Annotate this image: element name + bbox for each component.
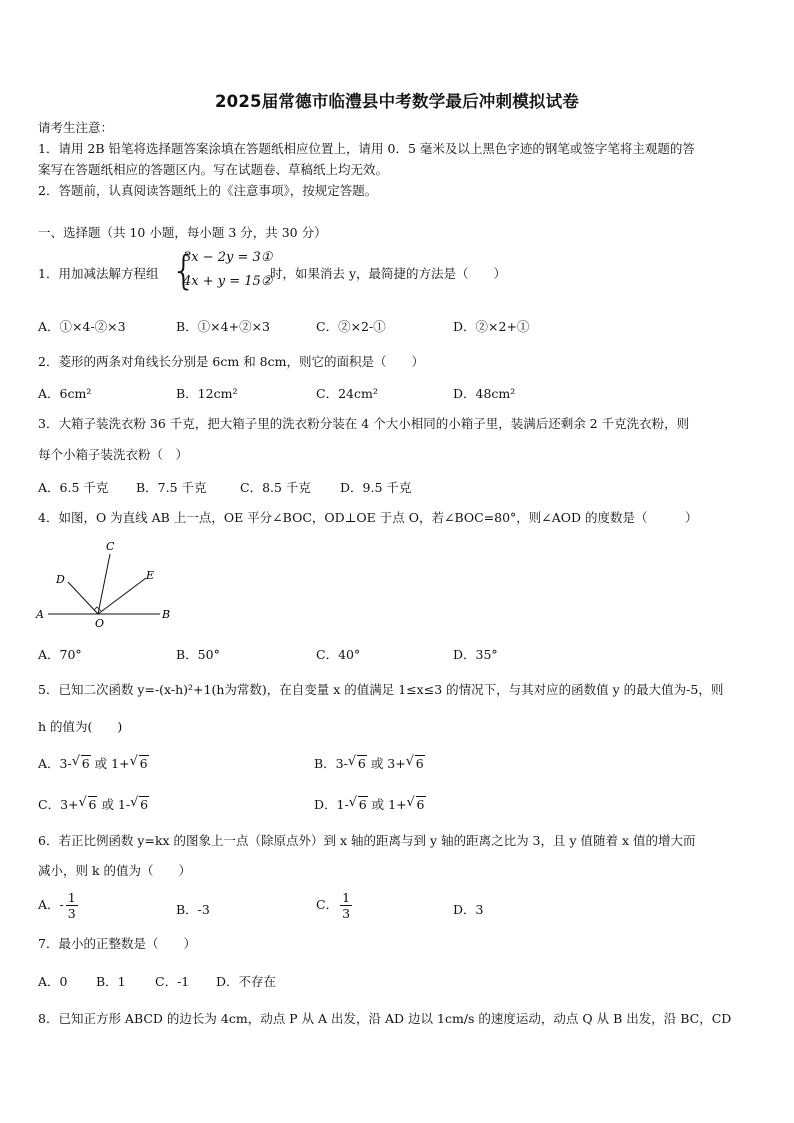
q5-choice-a[interactable]: A．3-√ 6 或 1+√ 6 xyxy=(38,754,149,772)
sqrt-symbol: √ 6 xyxy=(139,755,149,771)
angle-figure xyxy=(34,538,184,630)
section-heading: 一、选择题（共 10 小题，每小题 3 分，共 30 分） xyxy=(38,225,327,240)
q6-stem-line-1: 6．若正比例函数 y=kx 的图象上一点（除原点外）到 x 轴的距离与到 y 轴的距离之比为 3，且 y 值随着 x 值的增大而 xyxy=(38,833,696,848)
notice-heading: 请考生注意： xyxy=(38,120,114,135)
q1-choice-c[interactable]: C．②×2-① xyxy=(316,319,386,334)
q6-choice-c[interactable]: C． $\frac{1}{3}$ xyxy=(316,890,351,921)
q3-choice-c[interactable]: C．8.5 千克 xyxy=(240,480,311,495)
q5-choices-row-1 xyxy=(38,754,756,772)
sqrt-symbol: √ 6 xyxy=(416,796,426,812)
q6-choices xyxy=(38,890,756,930)
q1-choice-b[interactable]: B．①×4+②×3 xyxy=(176,319,271,334)
q2-choice-d[interactable]: D．48cm² xyxy=(453,386,516,401)
q1-choices xyxy=(38,317,756,335)
q1-equation-2: 4x + y = 15② xyxy=(183,274,273,289)
question-1 xyxy=(38,248,758,296)
q3-stem-line-2: 每个小箱子装洗衣粉（ ） xyxy=(38,447,189,462)
q7-choice-b[interactable]: B．1 xyxy=(96,974,126,989)
q6-stem-line-2: 减小，则 k 的值为（ ） xyxy=(38,863,192,878)
label-a: A xyxy=(36,608,44,621)
sqrt-symbol: √ 6 xyxy=(139,796,149,812)
q5-stem-line-2: h 的值为( ) xyxy=(38,719,123,734)
brace-symbol: { xyxy=(171,248,197,294)
ray-oe xyxy=(98,578,146,614)
q3-choice-b[interactable]: B．7.5 千克 xyxy=(136,480,207,495)
q2-choice-b[interactable]: B．12cm² xyxy=(176,386,238,401)
notice-item-1-line-1: 1．请用 2B 铅笔将选择题答案涂填在答题纸相应位置上，请用 0．5 毫米及以上黑色字迹的钢笔或签字笔将主观题的答 xyxy=(38,141,695,156)
q6-choice-a[interactable]: A．- $\frac{1}{3}$ xyxy=(38,890,76,921)
q4-choices xyxy=(38,645,756,663)
label-b: B xyxy=(162,608,171,621)
q3-choices xyxy=(38,478,756,496)
q5-choice-c[interactable]: C．3+√ 6 或 1-√ 6 xyxy=(38,795,149,813)
q3-choice-a[interactable]: A．6.5 千克 xyxy=(38,480,109,495)
sqrt-symbol: √ 6 xyxy=(415,755,425,771)
notice-item-1-line-2: 案写在答题纸相应的答题区内。写在试题卷、草稿纸上均无效。 xyxy=(38,162,389,177)
sqrt-symbol: √ 6 xyxy=(357,755,367,771)
q5-stem-line-1: 5．已知二次函数 y=-(x-h)²+1(h为常数)，在自变量 x 的值满足 1≤x≤3 的情况下，与其对应的函数值 y 的最大值为-5，则 xyxy=(38,682,724,697)
ray-oc xyxy=(98,554,110,614)
q4-choice-c[interactable]: C．40° xyxy=(316,647,361,662)
label-e: E xyxy=(146,569,155,582)
label-c: C xyxy=(106,540,115,553)
q5-choice-d[interactable]: D．1-√ 6 或 1+√ 6 xyxy=(314,795,426,813)
page-title: 2025届常德市临澧县中考数学最后冲刺模拟试卷 xyxy=(214,92,580,111)
q4-choice-d[interactable]: D．35° xyxy=(453,647,498,662)
q1-choice-a[interactable]: A．①×4-②×3 xyxy=(38,319,126,334)
q3-choice-d[interactable]: D．9.5 千克 xyxy=(340,480,412,495)
q2-choice-a[interactable]: A．6cm² xyxy=(38,386,92,401)
q6-choice-d[interactable]: D．3 xyxy=(453,902,484,917)
q5-choices-row-2 xyxy=(38,795,756,813)
q1-stem-pre: 1．用加减法解方程组 xyxy=(38,266,159,281)
q2-choice-c[interactable]: C．24cm² xyxy=(316,386,378,401)
sqrt-symbol: √ 6 xyxy=(88,796,98,812)
q8-stem-line-1: 8．已知正方形 ABCD 的边长为 4cm，动点 P 从 A 出发，沿 AD 边以 1cm/s 的速度运动，动点 Q 从 B 出发，沿 BC，CD xyxy=(38,1011,732,1026)
q1-stem-post: 时，如果消去 y，最简捷的方法是（ ） xyxy=(270,266,507,281)
sqrt-symbol: √ 6 xyxy=(358,796,368,812)
fraction: $\frac{1}{3}$ xyxy=(342,890,351,921)
q4-stem: 4．如图，O 为直线 AB 上一点，OE 平分∠BOC，OD⊥OE 于点 O，若∠BOC=80°，则∠AOD 的度数是（ ） xyxy=(38,510,698,525)
q3-stem-line-1: 3．大箱子装洗衣粉 36 千克，把大箱子里的洗衣粉分装在 4 个大小相同的小箱子里，装满后还剩余 2 千克洗衣粉，则 xyxy=(38,416,690,431)
q7-choices xyxy=(38,972,756,990)
q2-stem: 2．菱形的两条对角线长分别是 6cm 和 8cm，则它的面积是（ ） xyxy=(38,354,424,369)
q5-choice-b[interactable]: B．3-√ 6 或 3+√ 6 xyxy=(314,754,425,772)
q7-choice-c[interactable]: C．-1 xyxy=(155,974,190,989)
q6-choice-b[interactable]: B．-3 xyxy=(176,902,210,917)
q7-choice-d[interactable]: D．不存在 xyxy=(216,974,277,989)
q4-choice-a[interactable]: A．70° xyxy=(38,647,82,662)
q7-stem: 7．最小的正整数是（ ） xyxy=(38,936,196,951)
sqrt-symbol: √ 6 xyxy=(81,755,91,771)
notice-item-2: 2．答题前，认真阅读答题纸上的《注意事项》，按规定答题。 xyxy=(38,183,378,198)
label-o: O xyxy=(95,617,105,630)
q4-choice-b[interactable]: B．50° xyxy=(176,647,220,662)
q2-choices xyxy=(38,384,756,402)
ray-od xyxy=(68,582,98,614)
q7-choice-a[interactable]: A．0 xyxy=(38,974,68,989)
q1-equation-1: 3x − 2y = 3① xyxy=(183,250,273,265)
label-d: D xyxy=(56,573,65,586)
fraction: $\frac{1}{3}$ xyxy=(67,890,76,921)
q1-choice-d[interactable]: D．②×2+① xyxy=(453,319,530,334)
